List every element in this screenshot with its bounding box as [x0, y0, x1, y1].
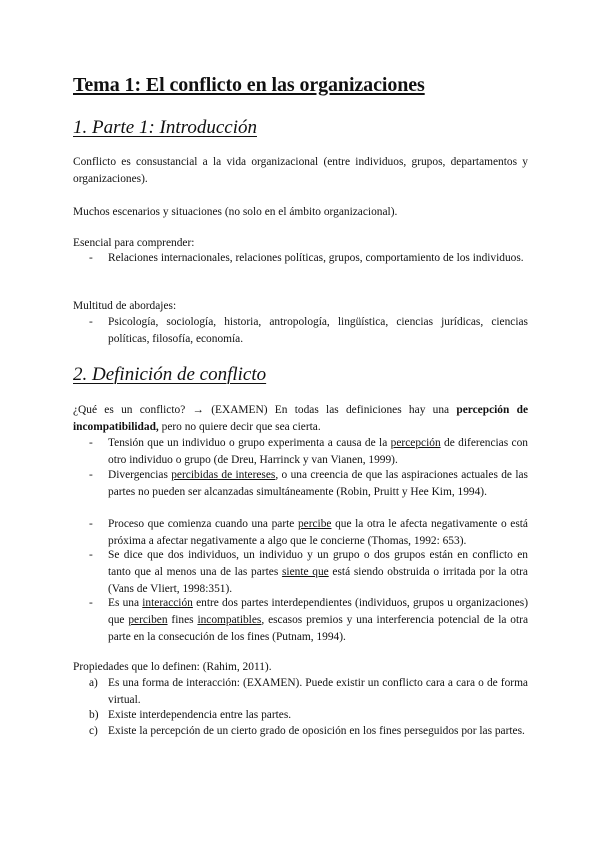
- list-marker: b): [89, 709, 99, 721]
- paragraph-esencial: Esencial para comprender:: [73, 237, 195, 249]
- paragraph-conflicto-consustancial: Conflicto es consustancial a la vida organizacional (entre individuos, grupos, departamentos y organizaciones).: [73, 156, 528, 185]
- section-1-heading: 1. Parte 1: Introducción: [73, 117, 257, 138]
- list-item-relaciones: Relaciones internacionales, relaciones políticas, grupos, comportamiento de los individuos.: [108, 252, 524, 264]
- definition-item-4: Se dice que dos individuos, un individuo y un grupo o dos grupos están en conflicto en tanto que al menos una de las partes siente que está siendo obstruida o irritada por la otra (Vans de Vliert, 1998:351).: [108, 549, 528, 595]
- bold-percepcion: percepción de incompatibilidad,: [73, 404, 528, 433]
- list-bullet: -: [89, 252, 93, 264]
- underlined-term: perciben: [128, 614, 168, 626]
- property-item-a: Es una forma de interacción: (EXAMEN). Puede existir un conflicto cara a cara o de forma virtual.: [108, 677, 528, 706]
- underlined-term: interacción: [142, 597, 193, 609]
- definition-item-1: Tensión que un individuo o grupo experimenta a causa de la percepción de diferencias con otro individuo o grupo (de Dreu, Harrinck y van Vianen, 1999).: [108, 437, 528, 466]
- section-2-heading: 2. Definición de conflicto: [73, 364, 267, 385]
- paragraph-propiedades: Propiedades que lo definen: (Rahim, 2011).: [73, 661, 272, 673]
- list-item-disciplinas: Psicología, sociología, historia, antropología, lingüística, ciencias jurídicas, ciencias políticas, filosofía, economía.: [108, 316, 528, 345]
- underlined-term: percibidas de intereses: [171, 469, 276, 481]
- underlined-term: incompatibles: [197, 614, 262, 626]
- list-bullet: -: [89, 518, 93, 530]
- list-bullet: -: [89, 549, 93, 561]
- list-marker: a): [89, 677, 98, 689]
- list-bullet: -: [89, 316, 93, 328]
- paragraph-abordajes: Multitud de abordajes:: [73, 300, 177, 312]
- property-item-b: Existe interdependencia entre las partes.: [108, 709, 292, 721]
- underlined-term: siente que: [281, 566, 329, 578]
- paragraph-que-es-conflicto: ¿Qué es un conflicto? → (EXAMEN) En todas las definiciones hay una percepción de incompatibilidad, pero no quiere decir que sea cierta.: [73, 404, 528, 433]
- list-marker: c): [89, 725, 98, 737]
- definition-item-2: Divergencias percibidas de intereses, o una creencia de que las aspiraciones actuales de las partes no pueden ser alcanzadas simultáneamente (Robin, Pruitt y Hee Kim, 1994).: [108, 469, 528, 498]
- property-item-c: Existe la percepción de un cierto grado de oposición en los fines perseguidos por las partes.: [108, 725, 525, 737]
- paragraph-escenarios: Muchos escenarios y situaciones (no solo en el ámbito organizacional).: [73, 206, 398, 218]
- list-bullet: -: [89, 597, 93, 609]
- document-title: Tema 1: El conflicto en las organizaciones: [73, 74, 425, 96]
- list-bullet: -: [89, 469, 93, 481]
- underlined-term: percepción: [390, 437, 441, 449]
- definition-item-5: Es una interacción entre dos partes interdependientes (individuos, grupos u organizaciones) que perciben fines incompatibles, escasos premios y una interferencia potencial de la otra parte en la consecución de los fines (Putnam, 1994).: [108, 597, 529, 643]
- list-bullet: -: [89, 437, 93, 449]
- definition-item-3: Proceso que comienza cuando una parte percibe que la otra le afecta negativamente o está próxima a afectar negativamente a algo que le concierne (Thomas, 1992: 653).: [108, 518, 528, 547]
- underlined-term: percibe: [297, 518, 332, 530]
